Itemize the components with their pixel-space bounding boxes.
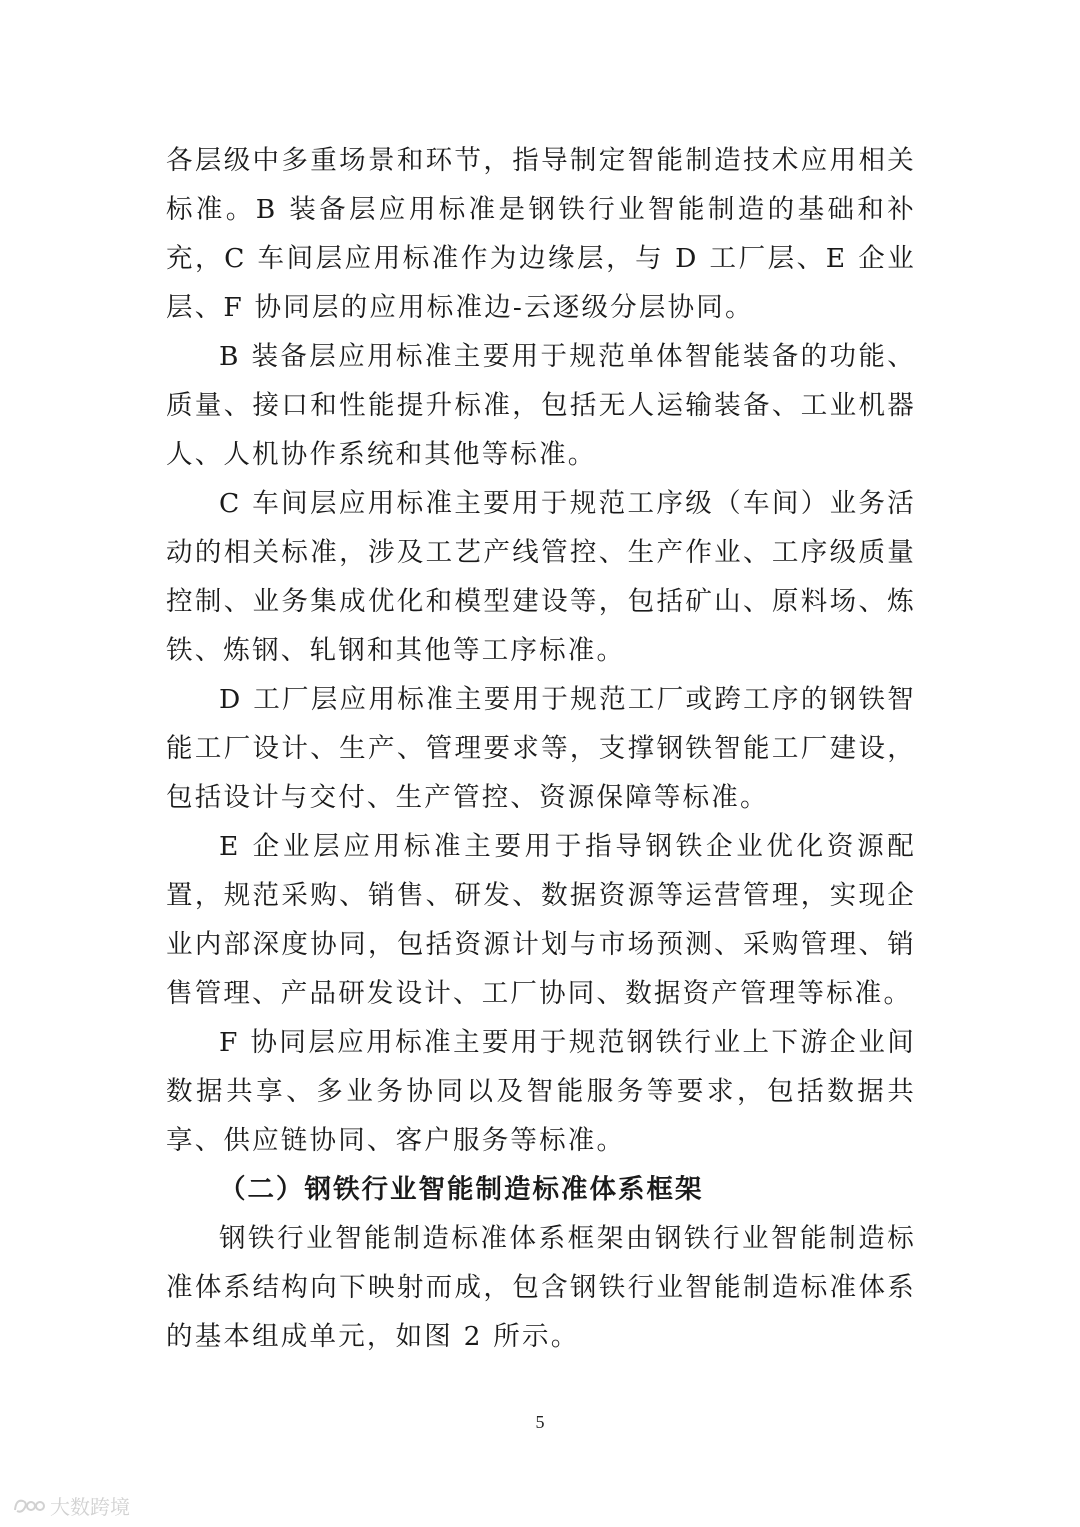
- paragraph-workshop-layer: C 车间层应用标准主要用于规范工序级（车间）业务活动的相关标准，涉及工艺产线管控、生产作业、工序级质量控制、业务集成优化和模型建设等，包括矿山、原料场、炼铁、炼钢、轧钢和其他等工序标准。: [166, 488, 916, 666]
- paragraph-collaboration-layer: F 协同层应用标准主要用于规范钢铁行业上下游企业间数据共享、多业务协同以及智能服务等要求，包括数据共享、供应链协同、客户服务等标准。: [166, 1027, 916, 1156]
- paragraph-enterprise-layer: E 企业层应用标准主要用于指导钢铁企业优化资源配置，规范采购、销售、研发、数据资源等运营管理，实现企业内部深度协同，包括资源计划与市场预测、采购管理、销售管理、产品研发设计、工厂协同、数据资产管理等标准。: [166, 831, 916, 1009]
- brand-logo-icon: [12, 1495, 46, 1515]
- paragraph-factory-layer: D 工厂层应用标准主要用于规范工厂或跨工序的钢铁智能工厂设计、生产、管理要求等，支撑钢铁智能工厂建设，包括设计与交付、生产管控、资源保障等标准。: [166, 684, 916, 813]
- watermark: [12, 1493, 130, 1517]
- section-heading: （二）钢铁行业智能制造标准体系框架: [219, 1174, 704, 1205]
- watermark-text: 大数跨境: [50, 1494, 130, 1519]
- paragraph-continued: 各层级中多重场景和环节，指导制定智能制造技术应用相关标准。B 装备层应用标准是钢铁行业智能制造的基础和补充，C 车间层应用标准作为边缘层，与 D 工厂层、E 企业层、F 协同层的应用标准边-云逐级分层协同。: [166, 145, 916, 323]
- paragraph-equipment-layer: B 装备层应用标准主要用于规范单体智能装备的功能、质量、接口和性能提升标准，包括无人运输装备、工业机器人、人机协作系统和其他等标准。: [166, 341, 916, 470]
- paragraph-framework: 钢铁行业智能制造标准体系框架由钢铁行业智能制造标准体系结构向下映射而成，包含钢铁行业智能制造标准体系的基本组成单元，如图 2 所示。: [166, 1223, 916, 1352]
- page-number: 5: [535, 1412, 545, 1432]
- document-body: [166, 136, 916, 1361]
